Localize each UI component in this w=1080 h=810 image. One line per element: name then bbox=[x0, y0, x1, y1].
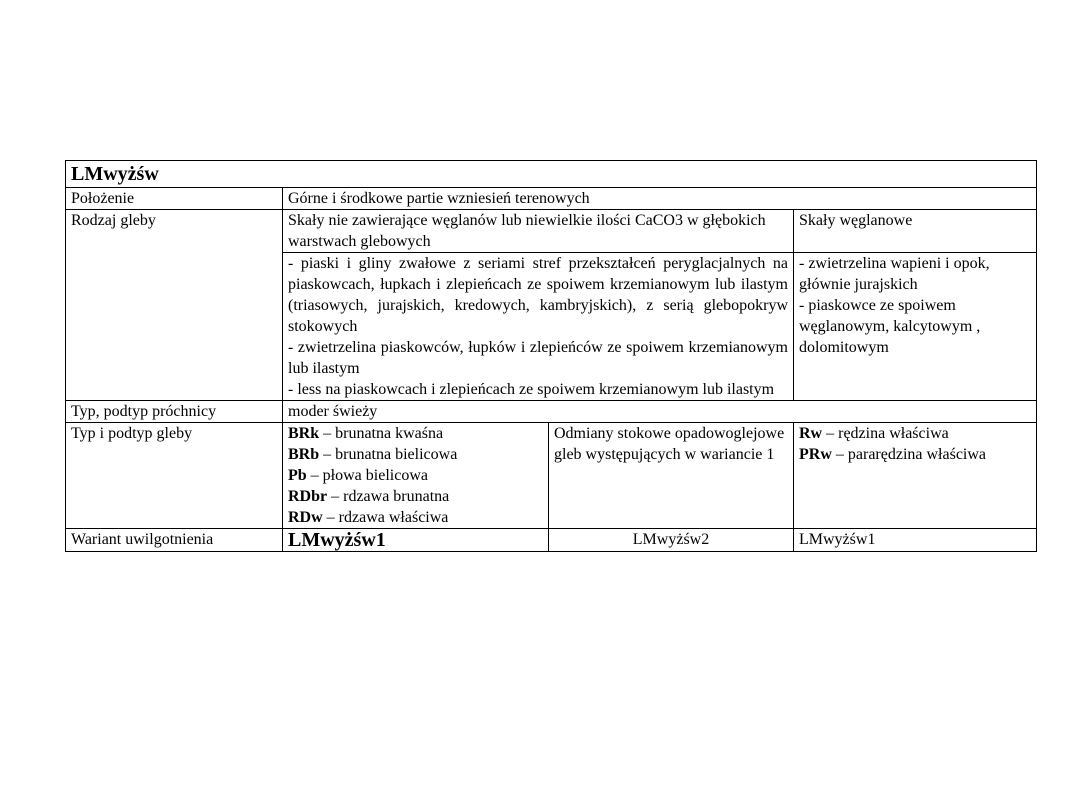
soil-code: PRw bbox=[799, 446, 832, 463]
position-label: Położenie bbox=[66, 188, 283, 210]
habitat-table bbox=[65, 160, 1037, 552]
variant2-soils: Odmiany stokowe opadowoglejowe gleb występujących w wariancie 1 bbox=[549, 423, 794, 529]
position-row bbox=[66, 188, 1037, 210]
noncarbonate-header: Skały nie zawierające węglanów lub niewielkie ilości CaCO3 w głębokich warstwach glebowych bbox=[283, 210, 794, 253]
noncarbonate-item: - piaski i gliny zwałowe z seriami stref przekształceń peryglacjalnych na piaskowcach, łupkach i zlepieńcach ze spoiwem krzemianowym lub ilastym (triasowych, jurajskich, kredowych, kambryjskich), z serią glebopokryw stokowych bbox=[288, 255, 788, 335]
humus-row bbox=[66, 401, 1037, 423]
carbonate-soils bbox=[794, 423, 1037, 529]
noncarbonate-details bbox=[283, 253, 794, 401]
moisture-variant-2: LMwyżśw2 bbox=[549, 529, 794, 552]
carbonate-item: - zwietrzelina wapieni i opok, głównie jurajskich bbox=[799, 255, 990, 293]
humus-label: Typ, podtyp próchnicy bbox=[66, 401, 283, 423]
soil-entry bbox=[288, 486, 543, 507]
carbonate-item: - piaskowce ze spoiwem węglanowym, kalcytowym , dolomitowym bbox=[799, 297, 981, 356]
soil-code: BRb bbox=[288, 446, 320, 463]
soil-description: – rdzawa brunatna bbox=[327, 488, 450, 505]
soil-code: Pb bbox=[288, 467, 307, 484]
soil-code: RDw bbox=[288, 509, 323, 526]
soil-description: – rdzawa właściwa bbox=[322, 509, 449, 526]
soil-code: RDbr bbox=[288, 488, 328, 505]
soil-entry bbox=[288, 444, 543, 465]
position-value: Górne i środkowe partie wzniesień terenowych bbox=[283, 188, 1037, 210]
soil-description: – pararędzina właściwa bbox=[831, 446, 987, 463]
soil-description: – rędzina właściwa bbox=[822, 425, 949, 442]
title-row bbox=[66, 161, 1037, 188]
carbonate-details bbox=[794, 253, 1037, 401]
soil-entry bbox=[288, 507, 543, 528]
noncarbonate-item: - less na piaskowcach i zlepieńcach ze spoiwem krzemianowym lub ilastym bbox=[288, 381, 775, 398]
soil-entry bbox=[799, 423, 1031, 444]
table-title: LMwyżśw bbox=[66, 161, 1037, 188]
humus-value: moder świeży bbox=[283, 401, 1037, 423]
soil-entry bbox=[799, 444, 1031, 465]
soil-code: BRk bbox=[288, 425, 320, 442]
moisture-row bbox=[66, 529, 1037, 552]
variant1-soils bbox=[283, 423, 549, 529]
soil-type-header-row bbox=[66, 210, 1037, 253]
soil-code: Rw bbox=[799, 425, 823, 442]
noncarbonate-item: - zwietrzelina piaskowców, łupków i zlepieńców ze spoiwem krzemianowym lub ilastym bbox=[288, 339, 788, 377]
soil-subtype-row bbox=[66, 423, 1037, 529]
soil-entry bbox=[288, 423, 543, 444]
soil-description: – płowa bielicowa bbox=[306, 467, 428, 484]
soil-type-label: Rodzaj gleby bbox=[66, 210, 283, 401]
soil-subtype-label: Typ i podtyp gleby bbox=[66, 423, 283, 529]
carbonate-header: Skały węglanowe bbox=[794, 210, 1037, 253]
soil-description: – brunatna bielicowa bbox=[319, 446, 458, 463]
moisture-variant-1: LMwyżśw1 bbox=[283, 529, 549, 552]
moisture-variant-3: LMwyżśw1 bbox=[794, 529, 1037, 552]
moisture-label: Wariant uwilgotnienia bbox=[66, 529, 283, 552]
soil-entry bbox=[288, 465, 543, 486]
soil-description: – brunatna kwaśna bbox=[319, 425, 444, 442]
